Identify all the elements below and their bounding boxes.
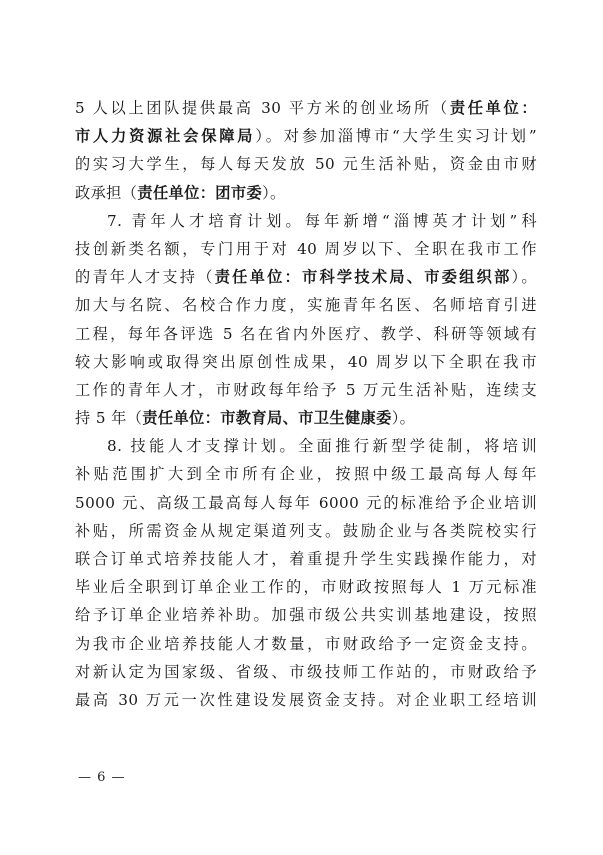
text-segment: 5000 元、高级工最高每人每年 6000 元的标准给予企业培训 — [75, 493, 537, 512]
text-line — [75, 94, 537, 122]
text-segment: 的青年人才支持（ — [75, 268, 215, 287]
text-segment: 8. 技能人才支撑计划。全面推行新型学徒制，将培训 — [107, 437, 537, 456]
text-segment: ）。 — [511, 268, 537, 287]
text-segment: 为我市企业培养技能人才数量，市财政给予一定资金支持。 — [75, 634, 537, 653]
text-segment: 补贴范围扩大到全市所有企业，按照中级工最高每人每年 — [75, 465, 537, 484]
text-line — [75, 263, 537, 291]
text-segment: 持 5 年（ — [75, 409, 143, 428]
text-line — [75, 601, 537, 629]
bold-responsible-unit: 责任单位：团市委 — [137, 183, 263, 202]
text-line — [75, 291, 537, 319]
text-line — [75, 348, 537, 376]
text-line — [75, 320, 537, 348]
text-segment: 加大与名院、名校合作力度，实施青年名医、名师培育引进 — [75, 296, 537, 315]
text-line — [75, 489, 537, 517]
page-number: — 6 — — [78, 770, 126, 785]
text-line — [75, 122, 537, 150]
document-body — [75, 94, 537, 714]
text-segment: 的实习大学生，每人每天发放 50 元生活补贴，资金由市财 — [75, 155, 537, 174]
text-segment: 联合订单式培养技能人才，着重提升学生实践操作能力，对 — [75, 550, 537, 568]
text-line — [75, 517, 537, 545]
text-segment: 政承担（ — [75, 183, 138, 202]
bold-responsible-unit: 责任单位：市科学技术局、市委组织部 — [214, 268, 512, 287]
text-segment: 工作的青年人才，市财政每年给予 5 万元生活补贴，连续支 — [75, 380, 537, 399]
text-segment: 工程，每年各评选 5 名在省内外医疗、教学、科研等领域有 — [75, 324, 537, 343]
text-line — [75, 376, 537, 404]
text-segment: 给予订单企业培养补助。加强市级公共实训基地建设，按照 — [75, 606, 537, 625]
text-line — [75, 150, 537, 178]
text-segment: 较大影响或取得突出原创性成果，40 周岁以下全职在我市 — [75, 352, 537, 371]
text-line — [75, 573, 537, 601]
text-segment: 7. 青年人才培育计划。每年新增“淄博英才计划”科 — [107, 211, 537, 230]
text-line — [75, 686, 537, 714]
text-line — [75, 235, 537, 263]
text-segment: ）。 — [391, 409, 416, 428]
text-line — [75, 432, 537, 460]
text-line — [75, 658, 537, 686]
text-segment: 毕业后全职到订单企业工作的，市财政按照每人 1 万元标准 — [75, 578, 537, 597]
text-segment: 对新认定为国家级、省级、市级技师工作站的，市财政给予 — [75, 662, 537, 681]
text-segment: 最高 30 万元一次性建设发展资金支持。对企业职工经培训 — [75, 690, 537, 709]
text-line — [75, 545, 537, 573]
text-segment: ）。 — [262, 183, 286, 202]
bold-responsible-unit: 责任单位：市教育局、市卫生健康委 — [142, 409, 392, 428]
text-line — [75, 404, 537, 432]
bold-responsible-unit: 责任单位： — [449, 99, 537, 117]
text-line — [75, 207, 537, 235]
text-line — [75, 630, 537, 658]
text-segment: 技创新类名额，专门用于对 40 周岁以下、全职在我市工作 — [75, 239, 537, 258]
bold-responsible-unit: 市人力资源社会保障局 — [75, 127, 256, 146]
text-line — [75, 460, 537, 488]
text-segment: 5 人以上团队提供最高 30 平方米的创业场所（ — [75, 99, 450, 117]
text-line — [75, 179, 537, 207]
text-segment: ）。对参加淄博市“大学生实习计划” — [255, 127, 537, 146]
text-segment: 补贴，所需资金从规定渠道列支。鼓励企业与各类院校实行 — [75, 521, 537, 540]
